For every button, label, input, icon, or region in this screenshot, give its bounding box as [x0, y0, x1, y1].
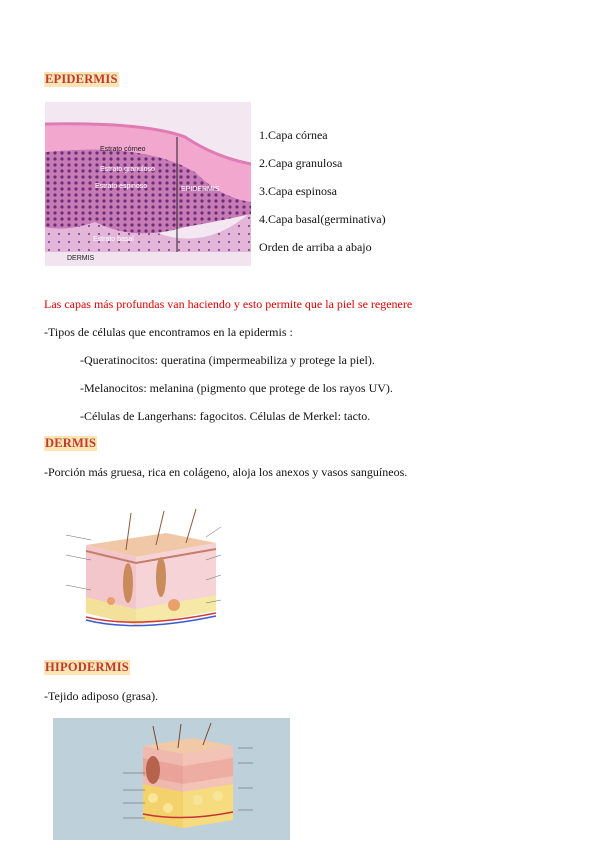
layer-item-4: 4.Capa basal(germinativa) — [259, 212, 386, 226]
layer-item-1: 1.Capa córnea — [259, 128, 328, 142]
hypodermis-block-illustration — [53, 718, 290, 840]
label-estrato-espinoso: Estrato espinoso — [95, 183, 148, 190]
section-heading-dermis: DERMIS — [45, 436, 97, 450]
histology-illustration — [45, 102, 251, 266]
epidermis-histology-image — [45, 102, 251, 266]
label-dermis: DERMIS — [67, 255, 95, 262]
hypodermis-image — [53, 718, 290, 840]
label-epidermis: EPIDERMIS — [181, 186, 220, 193]
cell-type-item: -Melanocitos: melanina (pigmento que protege de los rayos UV). — [80, 381, 393, 395]
cell-type-item: -Células de Langerhans: fagocitos. Células de Merkel: tacto. — [80, 409, 371, 423]
layer-item-3: 3.Capa espinosa — [259, 184, 337, 198]
label-estrato-basal: Estrato basal — [93, 236, 134, 243]
layer-item-2: 2.Capa granulosa — [259, 156, 343, 170]
section-heading-epidermis: EPIDERMIS — [45, 72, 118, 86]
skin-block-illustration — [56, 505, 256, 645]
regeneration-note: Las capas más profundas van haciendo y esto permite que la piel se regenere — [44, 297, 413, 311]
section-heading-hipodermis: HIPODERMIS — [45, 660, 129, 674]
hipodermis-description: -Tejido adiposo (grasa). — [44, 689, 159, 703]
cell-type-item: -Queratinocitos: queratina (impermeabiliza y protege la piel). — [80, 353, 375, 367]
label-estrato-corneo: Estrato córneo — [100, 146, 146, 153]
dermis-description: -Porción más gruesa, rica en colágeno, aloja los anexos y vasos sanguíneos. — [44, 465, 408, 479]
label-estrato-granuloso: Estrato granuloso — [100, 166, 155, 173]
skin-cross-section-image — [56, 505, 256, 645]
layer-order-note: Orden de arriba a abajo — [259, 240, 372, 254]
cell-types-intro: -Tipos de células que encontramos en la epidermis : — [44, 325, 293, 339]
